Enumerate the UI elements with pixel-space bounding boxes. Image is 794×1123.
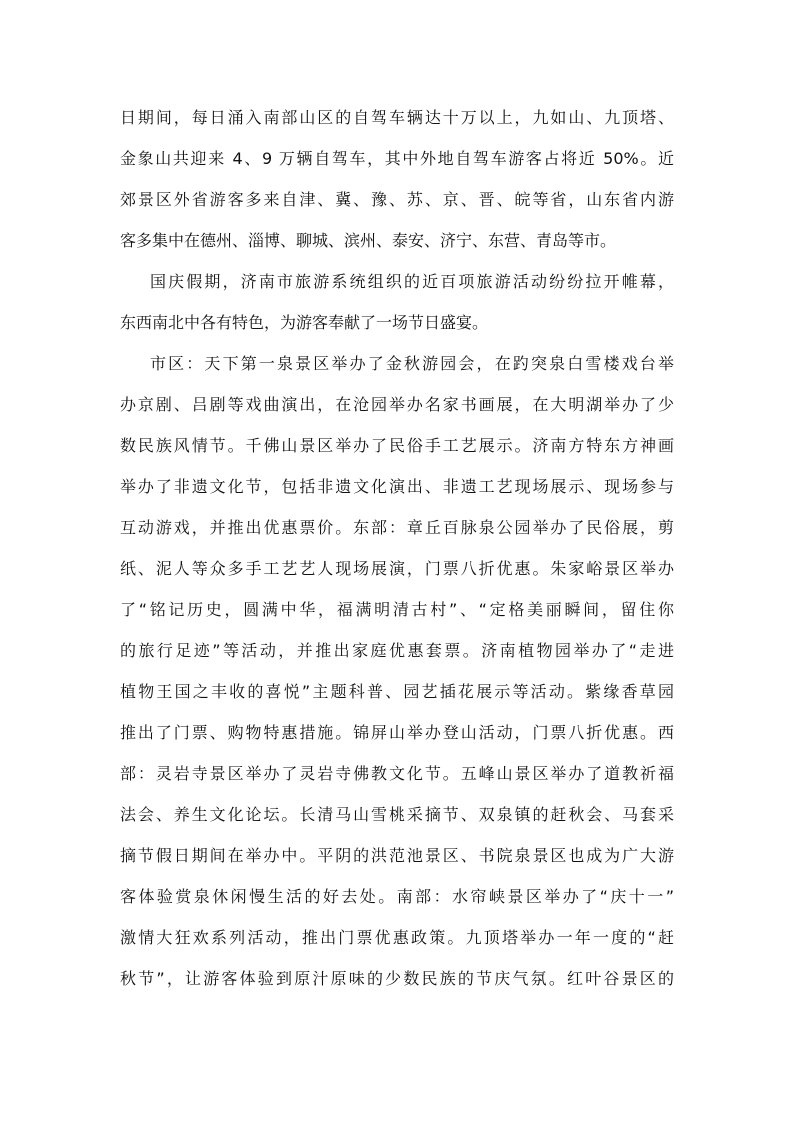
text-line: 东西南北中各有特色，为游客奉献了一场节日盛宴。 bbox=[120, 313, 489, 332]
text-line: 国庆假期，济南市旅游系统组织的近百项旅游活动纷纷拉开帷幕， bbox=[150, 272, 674, 291]
text-line: 日期间，每日涌入南部山区的自驾车辆达十万以上，九如山、九顶塔、 bbox=[120, 108, 674, 127]
text-line: 办京剧、吕剧等戏曲演出，在沧园举办名家书画展，在大明湖举办了少 bbox=[120, 395, 674, 414]
text-line: 法会、养生文化论坛。长清马山雪桃采摘节、双泉镇的赶秋会、马套采 bbox=[120, 805, 674, 824]
text-line: 纸、泥人等众多手工艺艺人现场展演，门票八折优惠。朱家峪景区举办 bbox=[120, 559, 674, 578]
text-line: 举办了非遗文化节，包括非遗文化演出、非遗工艺现场展示、现场参与 bbox=[120, 477, 674, 496]
text-line: 数民族风情节。千佛山景区举办了民俗手工艺展示。济南方特东方神画 bbox=[120, 436, 674, 455]
text-line: 客多集中在德州、淄博、聊城、滨州、泰安、济宁、东营、青岛等市。 bbox=[120, 231, 617, 250]
text-line: 客体验赏泉休闲慢生活的好去处。南部：水帘峡景区举办了“庆十一” bbox=[120, 887, 674, 906]
text-line: 的旅行足迹”等活动，并推出家庭优惠套票。济南植物园举办了“走进 bbox=[120, 641, 674, 660]
text-line: 摘节假日期间在举办中。平阴的洪范池景区、书院泉景区也成为广大游 bbox=[120, 846, 674, 865]
text-line: 互动游戏，并推出优惠票价。东部：章丘百脉泉公园举办了民俗展，剪 bbox=[120, 518, 674, 537]
text-line: 推出了门票、购物特惠措施。锦屏山举办登山活动，门票八折优惠。西 bbox=[120, 723, 674, 742]
text-line: 部：灵岩寺景区举办了灵岩寺佛教文化节。五峰山景区举办了道教祈福 bbox=[120, 764, 674, 783]
text-line: 秋节”，让游客体验到原汁原味的少数民族的节庆气氛。红叶谷景区的 bbox=[120, 969, 674, 988]
text-line: 植物王国之丰收的喜悦”主题科普、园艺插花展示等活动。紫缘香草园 bbox=[120, 682, 674, 701]
text-line: 郊景区外省游客多来自津、冀、豫、苏、京、晋、皖等省，山东省内游 bbox=[120, 190, 674, 209]
text-line: 激情大狂欢系列活动，推出门票优惠政策。九顶塔举办一年一度的“赶 bbox=[120, 928, 674, 947]
text-line: 了“铭记历史，圆满中华，福满明清古村”、“定格美丽瞬间，留住你 bbox=[120, 600, 674, 619]
text-line: 市区：天下第一泉景区举办了金秋游园会，在趵突泉白雪楼戏台举 bbox=[150, 354, 674, 373]
text-line: 金象山共迎来 4、9 万辆自驾车，其中外地自驾车游客占将近 50%。近 bbox=[120, 149, 674, 168]
